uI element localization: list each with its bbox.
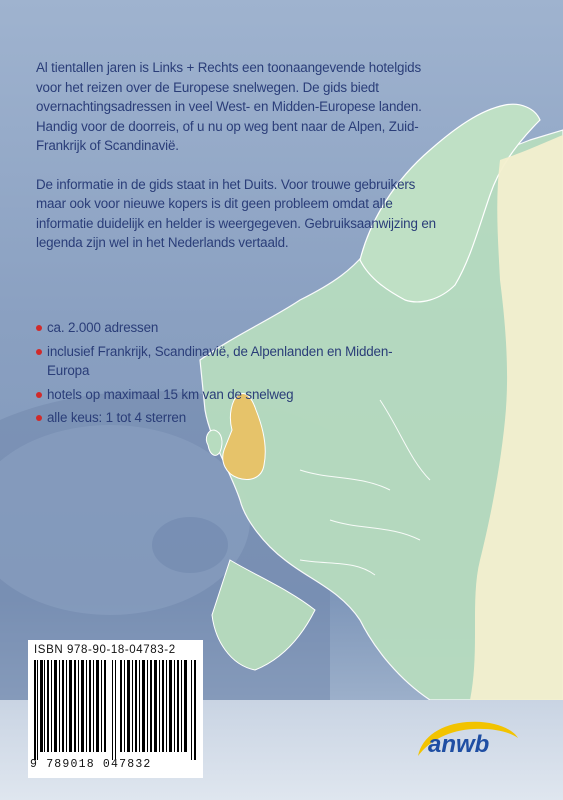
bullet-icon	[36, 392, 42, 398]
barcode-icon	[34, 660, 198, 760]
description-text	[36, 58, 436, 253]
feature-item: alle keus: 1 tot 4 sterren	[36, 408, 416, 428]
bullet-icon	[36, 415, 42, 421]
feature-list	[36, 318, 416, 432]
intro-paragraph-1: Al tientallen jaren is Links + Rechts een toonaangevende hotelgids voor het reizen over de Europese snelwegen. De gids biedt overnachtingsadressen in veel West- en Midden-Europese landen. Handig voor de doorreis, of u nu op weg bent naar de Alpen, Zuid-Frankrijk of Scandinavië.	[36, 60, 422, 153]
svg-text:anwb: anwb	[428, 731, 490, 758]
feature-item: hotels op maximaal 15 km van de snelweg	[36, 385, 416, 405]
feature-item: inclusief Frankrijk, Scandinavië, de Alpenlanden en Midden-Europa	[36, 342, 416, 381]
feature-item: ca. 2.000 adressen	[36, 318, 416, 338]
barcode-digits: 9 789018 047832	[30, 758, 152, 771]
isbn-label: ISBN 978-90-18-04783-2	[34, 644, 176, 656]
anwb-logo	[412, 716, 522, 766]
barcode-block	[28, 640, 203, 778]
bullet-icon	[36, 349, 42, 355]
bullet-icon	[36, 325, 42, 331]
intro-paragraph-2: De informatie in de gids staat in het Duits. Voor trouwe gebruikers maar ook voor nieuwe kopers is dit geen probleem omdat alle informatie duidelijk en helder is weergegeven. Gebruiksaanwijzing en legenda zijn wel in het Nederlands vertaald.	[36, 176, 436, 250]
